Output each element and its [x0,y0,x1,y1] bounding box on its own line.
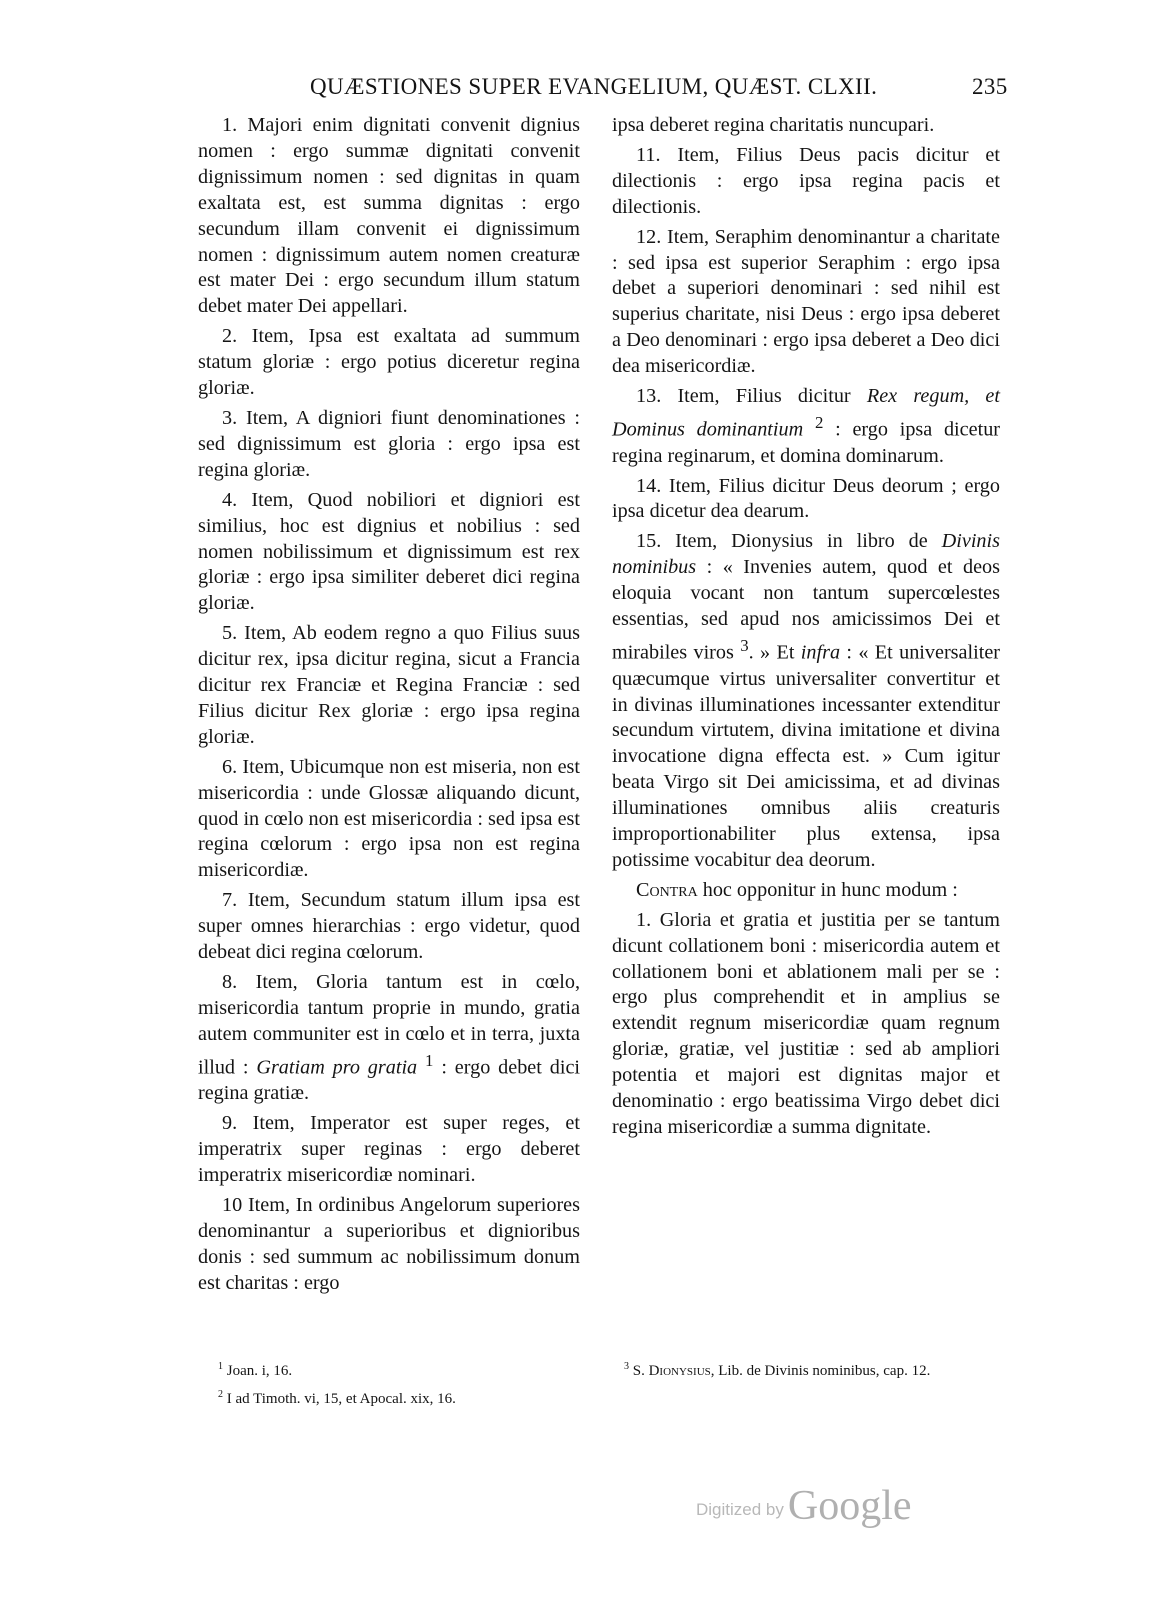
contra-paragraph-1: 1. Gloria et gratia et justitia per se tantum dicunt collationem boni : misericordia autem et collationem boni et ablationem mali per se : ergo plus comprehendit et in amplius se extendit regnum misericordiæ quam regnum gloriæ, gratiæ, vel justitiæ : sed ab ampliori potentia et majori est dignitas major et denominatio : ergo beatissima Virgo debet dici regina misericordiæ a summa dignitate. [612,908,1000,1138]
footnote-1 [218,1355,598,1383]
footnote-ref-2: 2 [814,412,824,432]
right-column [612,113,1000,1145]
footnote-mark: 3 [624,1361,629,1372]
contra-word: Contra [636,878,698,901]
left-column [198,113,580,1301]
footnotes-left [218,1355,598,1411]
paragraph-12: 12. Item, Seraphim denominantur a charitate : sed ipsa est superior Seraphim : ergo ipsa debet a superiori denominari : sed nihil est superius charitate, nisi Deus : ergo ipsa deberet a Deo denominari : ergo ipsa deberet a Deo dici dea misericordiæ. [612,225,1000,378]
paragraph-15-end: : « Et universaliter quæcumque virtus universaliter convertitur et in divinas illuminationes incessanter extenditur secundum virtutem, divina imitatione et divina invocatione digna effecta est. » Cum igitur beata Virgo sit Dei amicissima, et ad divinas illuminationes omnibus aliis creaturis improportionabiliter plus extensa, ipsa potissime vocabitur dea deorum. [612,641,1000,871]
paragraph-7: 7. Item, Secundum statum illum ipsa est super omnes hierarchias : ergo videtur, quod debeat dici regina cœlorum. [198,889,580,964]
footnote-author: S. Dionysius [632,1363,711,1379]
paragraph-4: 4. Item, Quod nobiliori et digniori est similius, hoc est dignius et nobilius : sed nomen nobilissimum et dignissimum est rex gloriæ : ergo ipsa similiter deberet dici regina gloriæ. [198,488,580,615]
paragraph-15 [612,529,1000,874]
paragraph-14: 14. Item, Filius dicitur Deus deorum ; ergo ipsa dicetur dea dearum. [612,474,1000,523]
footnotes-right [612,1355,992,1383]
infra-word: infra [800,641,841,664]
paragraph-1: 1. Majori enim dignitati convenit dignius nomen : ergo summæ dignitati convenit dignissimum nomen : sed dignitas in quam exaltata est, est summa dignitas : ergo secundum illam convenit ei dignissimum nomen : dignissimum autem nomen creaturæ est mater Dei : ergo secundum illum statum debet mater Dei appellari. [198,114,580,318]
paragraph-10: 10 Item, In ordinibus Angelorum superiores denominantur a superioribus et dignioribus donis : sed summum ac nobilissimum donum est charitas : ergo [198,1193,580,1294]
paragraph-11: 11. Item, Filius Deus pacis dicitur et dilectionis : ergo ipsa regina pacis et dilectionis. [612,143,1000,218]
paragraph-8 [198,970,580,1107]
scripture-quote: Rex regum, et Dominus dominantium [612,385,1000,441]
footnote-text: I ad Timoth. vi, 15, et Apocal. xix, 16. [226,1391,456,1407]
google-logo: Google [787,1483,912,1529]
paragraph-15-text: 15. Item, Dionysius in libro de [636,530,942,553]
book-title: Divinis nominibus [612,530,1000,579]
paragraph-5: 5. Item, Ab eodem regno a quo Filius suus dicitur rex, ipsa dicitur regina, sicut a Francia dicitur rex Franciæ et Regina Franciæ : sed Filius dicitur Rex gloriæ : ergo ipsa regina gloriæ. [198,622,580,748]
paragraph-13 [612,384,1000,469]
paragraph-6: 6. Item, Ubicumque non est miseria, non est misericordia : unde Glossæ aliquando dicunt, quod in cœlo non est misericordia : sed ipsa est regina cœlorum : ergo ipsa non est regina misericordiæ. [198,755,580,882]
contra-heading [612,878,1000,904]
footnote-text: Joan. i, 16. [226,1363,293,1379]
page-number: 235 [972,74,1008,99]
paragraph-8-text: 8. Item, Gloria tantum est in cœlo, misericordia tantum proprie in mundo, gratia autem communiter est in cœlo et in terra, juxta illud : [198,971,580,1079]
footnote-ref-3: 3 [740,635,749,655]
paragraph-8-end: : ergo debet dici regina gratiæ. [198,1056,581,1105]
footnote-3 [612,1355,992,1383]
footnote-ref-1: 1 [425,1050,434,1070]
footnote-text: , Lib. de Divinis nominibus, cap. 12. [710,1363,931,1379]
contra-text: hoc opponitur in hunc modum : [697,878,958,901]
paragraph-3: 3. Item, A digniori fiunt denominationes : sed dignissimum est gloria : ergo ipsa est regina gloriæ. [198,406,580,481]
paragraph-15-quote: : « Invenies autem, quod et deos eloquia vocant non tantum supercœlestes essentias, sed apud nos amicissimos Dei et mirabiles viros [612,556,1000,664]
paragraph-10-continued: ipsa deberet regina charitatis nuncupari. [612,114,935,136]
paragraph-15-mid: . » Et [748,641,801,664]
footnote-mark: 2 [218,1389,223,1400]
paragraph-2: 2. Item, Ipsa est exaltata ad summum statum gloriæ : ergo potius diceretur regina gloriæ. [198,325,580,400]
digitized-by-text: Digitized by [696,1500,784,1519]
paragraph-9: 9. Item, Imperator est super reges, et imperatrix super reginas : ergo deberet imperatrix misericordiæ nominari. [198,1112,580,1187]
paragraph-13-end: : ergo ipsa dicetur regina reginarum, et domina dominarum. [612,418,1001,467]
footnote-2 [218,1383,598,1411]
scripture-quote: Gratiam pro gratia [256,1056,418,1079]
google-digitized-watermark [696,1482,912,1530]
footnote-mark: 1 [218,1361,223,1372]
running-title: QUÆSTIONES SUPER EVANGELIUM, QUÆST. CLXII. [310,74,878,99]
paragraph-13-text: 13. Item, Filius dicitur [636,385,867,408]
